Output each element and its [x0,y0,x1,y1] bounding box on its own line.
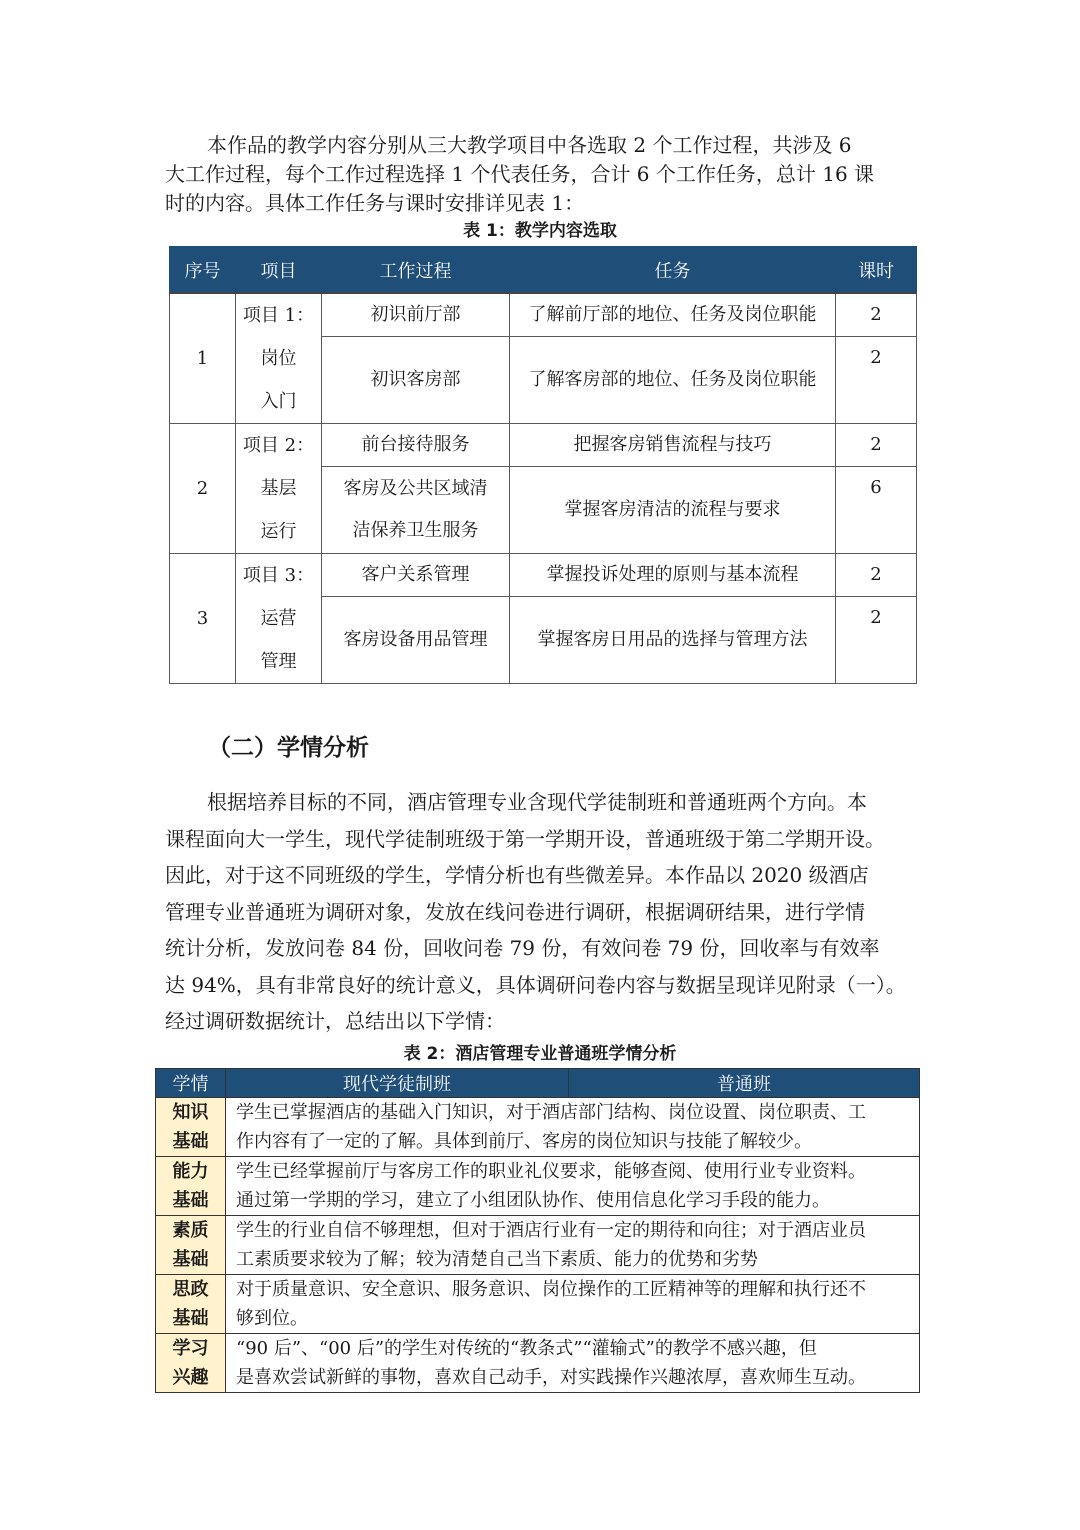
header-aspect: 学情 [156,1069,226,1098]
cell-no: 3 [170,554,236,684]
cell-task: 了解前厅部的地位、任务及岗位职能 [510,293,836,337]
intro-paragraph [165,131,920,218]
row-label-line: 兴趣 [172,1367,209,1388]
cell-process: 前台接待服务 [322,424,510,467]
cell-process: 客户关系管理 [322,554,510,597]
row-label-line: 基础 [172,1190,209,1211]
cell-hours: 2 [836,337,917,424]
row-label-line: 基础 [172,1131,209,1152]
cell-task: 掌握客房清洁的流程与要求 [510,467,836,554]
row-label-line: 能力 [172,1161,209,1182]
row-text-line: 是喜欢尝试新鲜的事物，喜欢自己动手，对实践操作兴趣浓厚，喜欢师生互动。 [236,1367,866,1388]
analysis-line: 统计分析，发放问卷 84 份，回收问卷 79 份，有效问卷 79 份，回收率与有效率 [165,936,880,960]
cell-hours: 2 [836,554,917,597]
project-line: 项目 1： [242,305,315,326]
row-label-line: 基础 [172,1249,209,1270]
row-text-line: 对于质量意识、安全意识、服务意识、岗位操作的工匠精神等的理解和执行还不 [236,1279,866,1300]
cell-task: 把握客房销售流程与技巧 [510,424,836,467]
row-label-line: 思政 [172,1279,209,1300]
table-header-row [170,247,917,294]
table-row [170,554,917,597]
intro-line: 时的内容。具体工作任务与课时安排详见表 1： [165,191,585,215]
project-line: 项目 2： [242,435,315,456]
row-text-line: “90 后”、“00 后”的学生对传统的“教条式”“灌输式”的教学不感兴趣，但 [236,1338,817,1359]
header-hours: 课时 [836,247,917,294]
process-line: 洁保养卫生服务 [352,520,479,542]
cell-project [236,293,322,424]
row-text-line: 通过第一学期的学习，建立了小组团队协作、使用信息化学习手段的能力。 [236,1190,830,1211]
cell-hours: 6 [836,467,917,554]
intro-line: 大工作过程，每个工作过程选择 1 个代表任务，合计 6 个工作任务，总计 16 课 [165,162,875,186]
header-regular-class: 普通班 [569,1069,920,1098]
row-label [156,1098,226,1157]
table-header-row [156,1069,920,1098]
row-text-line: 学生已经掌握前厅与客房工作的职业礼仪要求，能够查阅、使用行业专业资料。 [236,1161,866,1182]
analysis-line: 课程面向大一学生，现代学徒制班级于第一学期开设，普通班级于第二学期开设。 [165,826,885,851]
cell-task: 掌握客房日用品的选择与管理方法 [510,597,836,684]
project-line: 岗位 [260,348,297,369]
row-label-line: 知识 [172,1102,209,1123]
row-text [226,1098,920,1157]
intro-line: 本作品的教学内容分别从三大教学项目中各选取 2 个工作过程，共涉及 6 [207,133,852,157]
section-heading: （二）学情分析 [208,735,369,761]
table2-caption: 表 2：酒店管理专业普通班学情分析 [403,1044,677,1064]
process-line: 客房及公共区域清 [343,478,488,500]
row-text [226,1334,920,1393]
row-label-line: 素质 [172,1220,209,1241]
cell-task: 掌握投诉处理的原则与基本流程 [510,554,836,597]
cell-no: 2 [170,424,236,554]
table-row [156,1275,920,1334]
cell-no: 1 [170,293,236,424]
cell-process: 初识前厅部 [322,293,510,337]
project-line: 运营 [260,608,297,629]
table1-caption: 表 1：教学内容选取 [463,221,617,241]
row-label [156,1334,226,1393]
table-row [156,1098,920,1157]
cell-hours: 2 [836,293,917,337]
row-text-line: 作内容有了一定的了解。具体到前厅、客房的岗位知识与技能了解较少。 [236,1131,812,1152]
header-process: 工作过程 [322,247,510,294]
cell-hours: 2 [836,597,917,684]
header-no: 序号 [170,247,236,294]
cell-process [322,467,510,554]
cell-hours: 2 [836,424,917,467]
header-project: 项目 [236,247,322,294]
row-label-line: 学习 [172,1338,209,1359]
cell-process: 客房设备用品管理 [322,597,510,684]
analysis-line: 达 94%，具有非常良好的统计意义，具体调研问卷内容与数据呈现详见附录（一）。 [165,972,906,997]
row-label [156,1275,226,1334]
row-text-line: 学生的行业自信不够理想，但对于酒店行业有一定的期待和向往；对于酒店业员 [236,1220,866,1241]
table-row [156,1334,920,1393]
header-task: 任务 [510,247,836,294]
analysis-paragraph [165,784,920,1040]
analysis-line: 经过调研数据统计，总结出以下学情： [165,1009,505,1033]
analysis-line: 管理专业普通班为调研对象，发放在线问卷进行调研，根据调研结果，进行学情 [165,899,865,924]
cell-process: 初识客房部 [322,337,510,424]
row-label-line: 基础 [172,1308,209,1329]
cell-project [236,424,322,554]
table-row [170,424,917,467]
header-apprentice-class: 现代学徒制班 [226,1069,569,1098]
project-line: 管理 [260,651,297,672]
table-row [156,1216,920,1275]
project-line: 项目 3： [242,565,315,586]
cell-project [236,554,322,684]
row-text-line: 学生已掌握酒店的基础入门知识，对于酒店部门结构、岗位设置、岗位职责、工 [236,1102,866,1123]
row-label [156,1157,226,1216]
row-text [226,1157,920,1216]
table-row [170,293,917,337]
row-text-line: 工素质要求较为了解；较为清楚自己当下素质、能力的优势和劣势 [236,1249,758,1270]
analysis-line: 根据培养目标的不同，酒店管理专业含现代学徒制班和普通班两个方向。本 [207,790,867,814]
project-line: 入门 [260,391,297,412]
table-row [156,1157,920,1216]
row-text-line: 够到位。 [236,1308,308,1329]
row-text [226,1216,920,1275]
project-line: 运行 [260,521,297,542]
teaching-content-table [169,246,917,684]
project-line: 基层 [260,478,297,499]
cell-task: 了解客房部的地位、任务及岗位职能 [510,337,836,424]
row-label [156,1216,226,1275]
row-text [226,1275,920,1334]
learning-analysis-table [155,1068,920,1393]
analysis-line: 因此，对于这不同班级的学生，学情分析也有些微差异。本作品以 2020 级酒店 [165,863,869,887]
